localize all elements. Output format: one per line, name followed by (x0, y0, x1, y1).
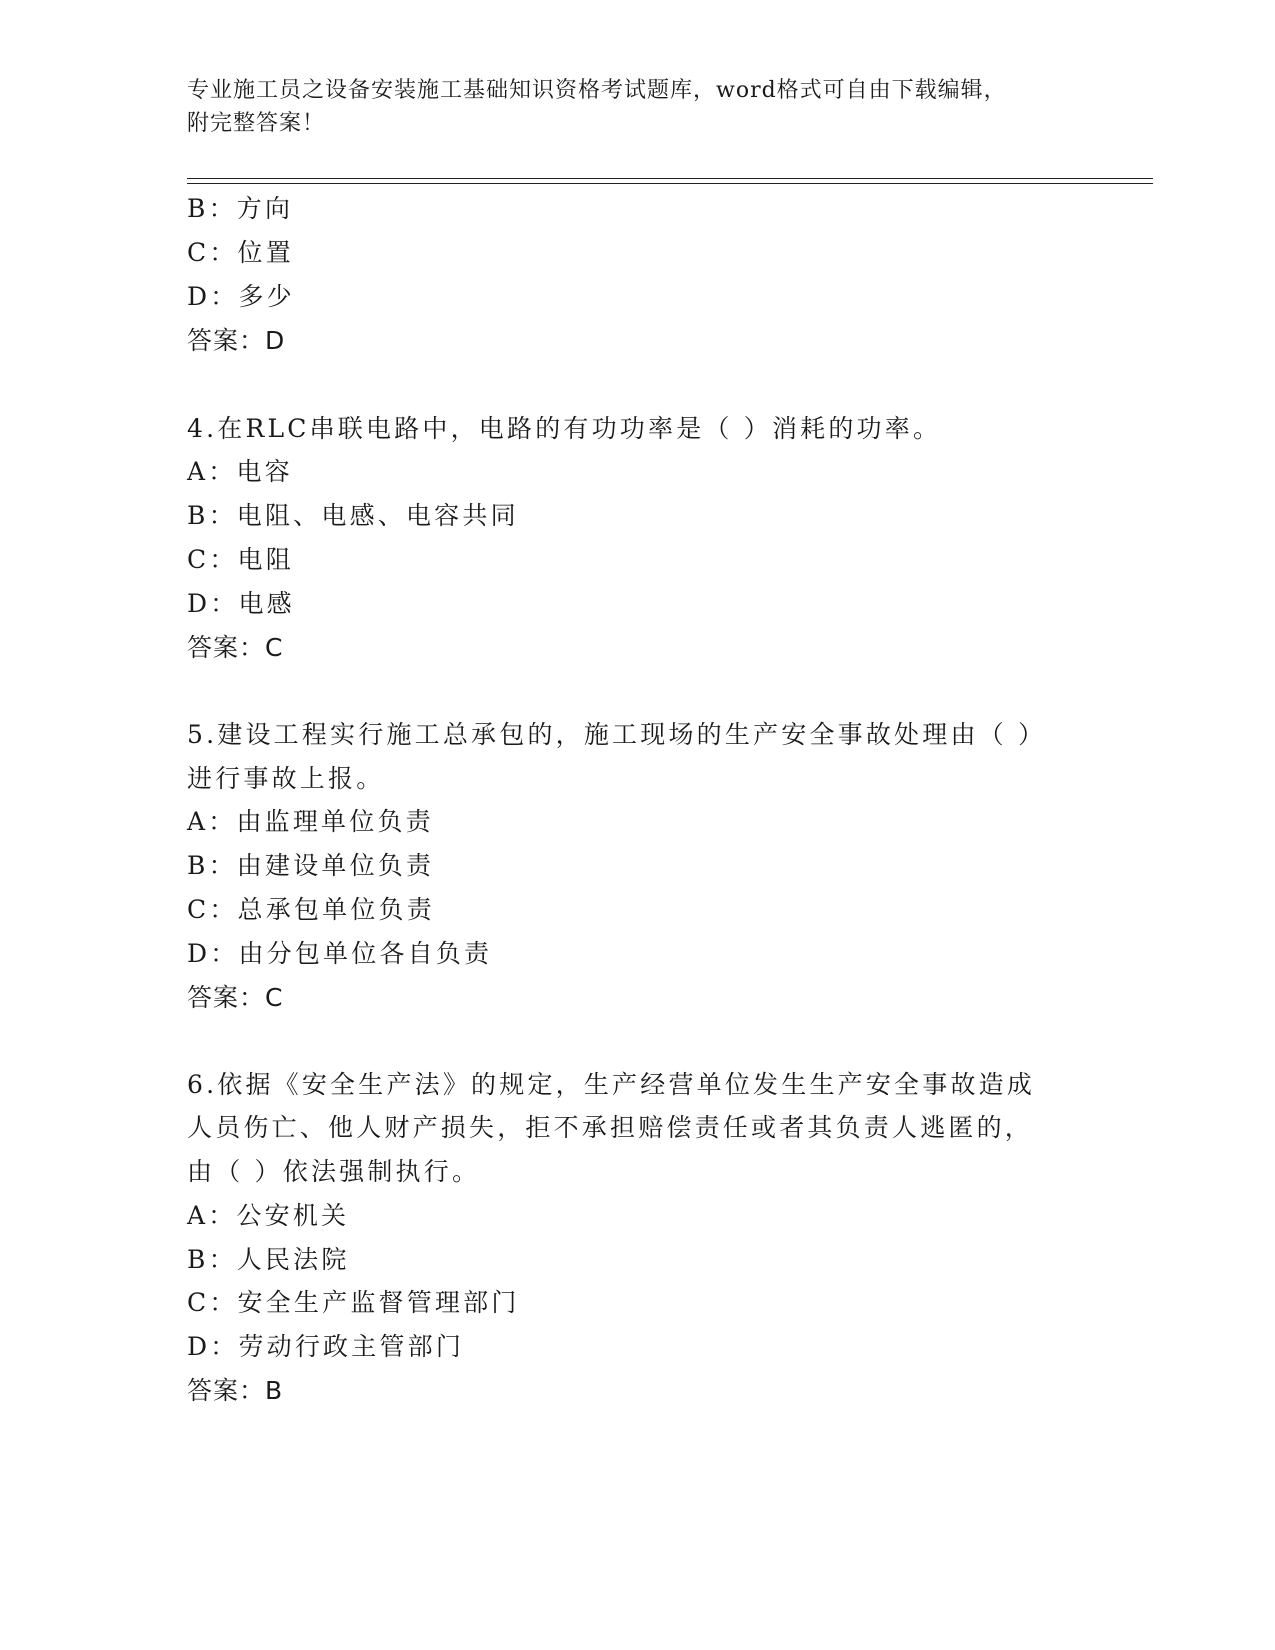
header-line-1: 专业施工员之设备安装施工基础知识资格考试题库，word格式可自由下载编辑， (187, 78, 1007, 103)
q4-option-b: B：电阻、电感、电容共同 (187, 501, 519, 530)
header-line-2: 附完整答案！ (187, 111, 326, 136)
q6-option-d: D：劳动行政主管部门 (187, 1332, 465, 1361)
q5-option-d: D：由分包单位各自负责 (187, 939, 493, 968)
q3-option-b: B：方向 (187, 194, 294, 223)
q4-option-d: D：电感 (187, 589, 295, 618)
q6-question-line-2: 人员伤亡、他人财产损失，拒不承担赔偿责任或者其负责人逃匿的， (187, 1113, 1034, 1142)
q3-option-d: D：多少 (187, 282, 295, 311)
q5-option-a: A：由监理单位负责 (187, 807, 434, 836)
q4-option-a: A：电容 (187, 457, 293, 486)
header-divider-bottom (187, 183, 1153, 184)
document-header (187, 74, 1087, 140)
q6-question-line-1: 6.依据《安全生产法》的规定，生产经营单位发生生产安全事故造成 (187, 1070, 1036, 1099)
q5-question-line-1: 5.建设工程实行施工总承包的，施工现场的生产安全事故处理由（ ） (187, 720, 1047, 749)
q6-option-b: B：人民法院 (187, 1245, 350, 1274)
q6-option-c: C：安全生产监督管理部门 (187, 1288, 520, 1317)
q5-option-c: C：总承包单位负责 (187, 895, 435, 924)
q3-answer: 答案：D (187, 326, 286, 355)
q5-option-b: B：由建设单位负责 (187, 851, 435, 880)
q5-question-line-2: 进行事故上报。 (187, 764, 385, 793)
q6-option-a: A：公安机关 (187, 1201, 350, 1230)
q4-answer: 答案：C (187, 633, 284, 662)
header-divider-top (187, 178, 1153, 179)
q6-question-line-3: 由（ ）依法强制执行。 (187, 1157, 481, 1186)
q5-answer: 答案：C (187, 983, 284, 1012)
q3-option-c: C：位置 (187, 238, 294, 267)
q4-question-line-1: 4.在RLC串联电路中，电路的有功功率是（ ）消耗的功率。 (187, 414, 942, 443)
q6-answer: 答案：B (187, 1376, 284, 1405)
q4-option-c: C：电阻 (187, 545, 294, 574)
